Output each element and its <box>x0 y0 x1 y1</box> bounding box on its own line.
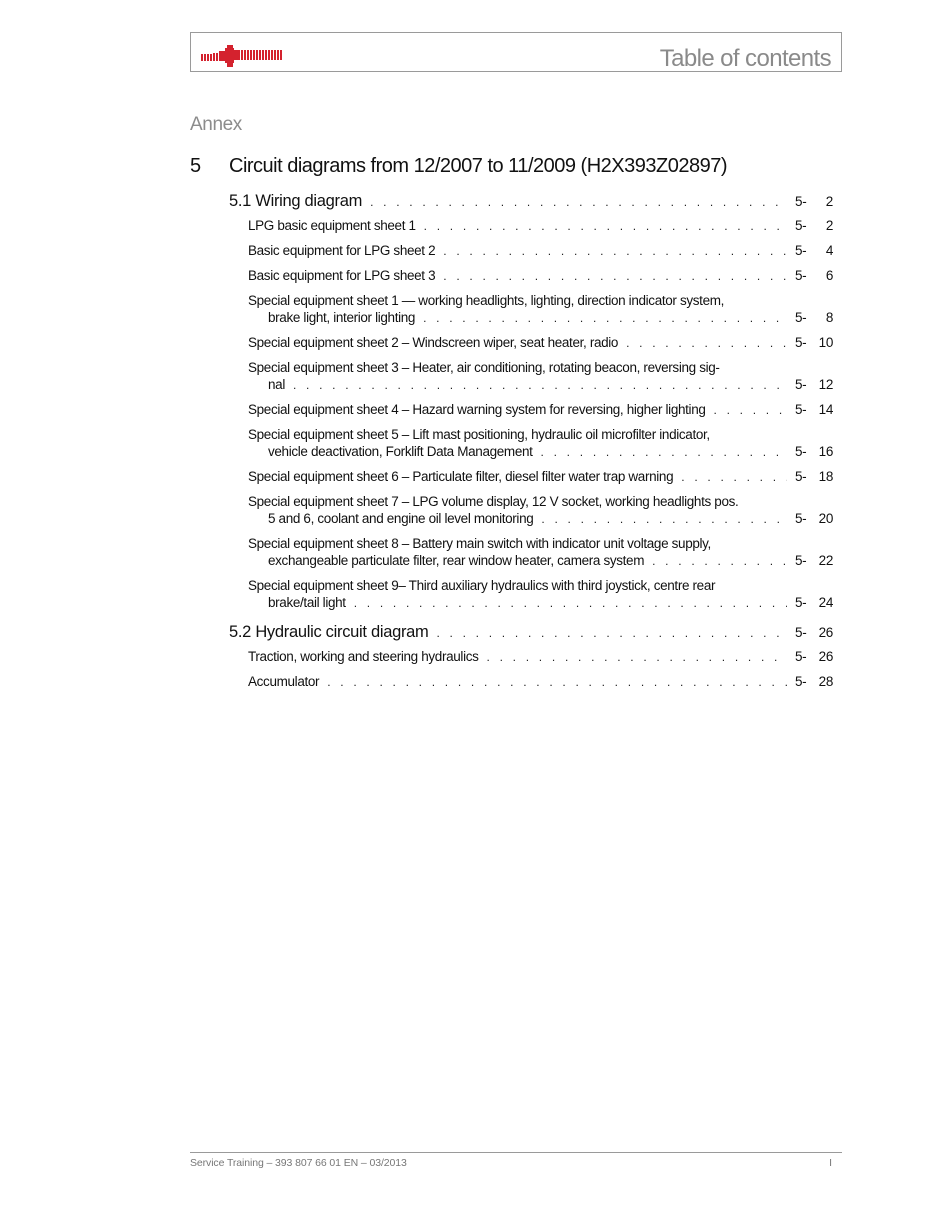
dot-leader <box>423 310 787 327</box>
footer-text: Service Training – 393 807 66 01 EN – 03/2013 <box>190 1157 407 1169</box>
dot-leader <box>487 649 787 666</box>
table-of-contents <box>229 192 833 698</box>
toc-page-number: 2 <box>825 218 833 233</box>
dot-leader <box>370 195 787 209</box>
toc-page-ref <box>787 443 833 460</box>
toc-entry-text[interactable]: vehicle deactivation, Forklift Data Management <box>268 444 533 459</box>
toc-page-number: 10 <box>818 335 833 350</box>
dot-leader <box>443 268 787 285</box>
toc-page-number: 26 <box>818 649 833 664</box>
toc-page-number: 20 <box>818 511 833 526</box>
toc-page-chapter: 5- <box>795 335 807 350</box>
toc-page-chapter: 5- <box>795 674 807 689</box>
toc-entry-text[interactable]: LPG basic equipment sheet 1 <box>248 218 416 233</box>
toc-entry-text[interactable]: Special equipment sheet 8 – Battery main switch with indicator unit voltage supply, <box>248 536 711 551</box>
dot-leader <box>327 674 787 691</box>
dot-leader <box>443 243 787 260</box>
dot-leader <box>626 335 787 352</box>
toc-entry[interactable] <box>248 334 833 352</box>
toc-page-chapter: 5- <box>795 511 807 526</box>
toc-page-chapter: 5- <box>795 595 807 610</box>
toc-section[interactable] <box>229 623 833 642</box>
toc-section-title[interactable]: 5.2 Hydraulic circuit diagram <box>229 623 429 641</box>
toc-page-chapter: 5- <box>795 649 807 664</box>
toc-entry[interactable] <box>248 577 833 612</box>
toc-page-ref <box>787 217 833 234</box>
toc-page-ref <box>787 309 833 326</box>
toc-entry[interactable] <box>248 267 833 285</box>
toc-entry-text[interactable]: brake/tail light <box>268 595 346 610</box>
toc-entry-text[interactable]: Special equipment sheet 5 – Lift mast positioning, hydraulic oil microfilter indicator, <box>248 427 710 442</box>
toc-entry-text[interactable]: nal <box>268 377 285 392</box>
toc-page-chapter: 5- <box>795 469 807 484</box>
chapter-heading <box>190 155 727 178</box>
chapter-number: 5 <box>190 155 201 177</box>
toc-page-number: 26 <box>818 625 833 640</box>
toc-entry-text[interactable]: Basic equipment for LPG sheet 3 <box>248 268 436 283</box>
toc-section-title[interactable]: 5.1 Wiring diagram <box>229 192 363 210</box>
annex-heading: Annex <box>190 114 242 135</box>
toc-entry[interactable] <box>248 673 833 691</box>
toc-entry[interactable] <box>248 359 833 394</box>
toc-entry-text[interactable]: Accumulator <box>248 674 320 689</box>
toc-page-number: 6 <box>825 268 833 283</box>
toc-page-chapter: 5- <box>795 402 807 417</box>
footer-divider <box>190 1152 842 1153</box>
toc-page-chapter: 5- <box>795 553 807 568</box>
toc-entry-text[interactable]: 5 and 6, coolant and engine oil level monitoring <box>268 511 534 526</box>
toc-page-chapter: 5- <box>795 243 807 258</box>
toc-entry-text[interactable]: Special equipment sheet 2 – Windscreen wiper, seat heater, radio <box>248 335 619 350</box>
toc-entry[interactable] <box>248 217 833 235</box>
footer-page-number: I <box>829 1157 832 1169</box>
toc-entry-text[interactable]: exchangeable particulate filter, rear window heater, camera system <box>268 553 645 568</box>
toc-page-ref <box>787 468 833 485</box>
toc-entry-text[interactable]: Special equipment sheet 3 – Heater, air conditioning, rotating beacon, reversing sig- <box>248 360 720 375</box>
toc-page-chapter: 5- <box>795 625 807 640</box>
toc-page-number: 16 <box>818 444 833 459</box>
page-header <box>190 32 842 72</box>
dot-leader <box>541 511 787 528</box>
toc-entry-text[interactable]: Traction, working and steering hydraulics <box>248 649 479 664</box>
dot-leader <box>436 626 787 640</box>
toc-section[interactable] <box>229 192 833 211</box>
toc-page-ref <box>787 376 833 393</box>
toc-entry-text[interactable]: Special equipment sheet 9– Third auxiliary hydraulics with third joystick, centre rear <box>248 578 716 593</box>
toc-page-chapter: 5- <box>795 377 807 392</box>
toc-entry-text[interactable]: Special equipment sheet 7 – LPG volume display, 12 V socket, working headlights pos. <box>248 494 739 509</box>
header-title: Table of contents <box>659 45 831 72</box>
toc-page-ref <box>787 334 833 351</box>
toc-entry[interactable] <box>248 493 833 528</box>
toc-page-ref <box>787 625 833 640</box>
chapter-title: Circuit diagrams from 12/2007 to 11/2009 (H2X393Z02897) <box>229 155 727 177</box>
toc-page-chapter: 5- <box>795 194 807 209</box>
toc-entry[interactable] <box>248 401 833 419</box>
toc-entry[interactable] <box>248 535 833 570</box>
toc-entry-text[interactable]: Basic equipment for LPG sheet 2 <box>248 243 436 258</box>
dot-leader <box>293 377 787 394</box>
toc-page-ref <box>787 510 833 527</box>
toc-page-ref <box>787 242 833 259</box>
toc-entry[interactable] <box>248 292 833 327</box>
toc-page-chapter: 5- <box>795 444 807 459</box>
toc-page-number: 8 <box>825 310 833 325</box>
toc-entry-text[interactable]: Special equipment sheet 4 – Hazard warning system for reversing, higher lighting <box>248 402 706 417</box>
toc-entry[interactable] <box>248 648 833 666</box>
toc-page-chapter: 5- <box>795 268 807 283</box>
toc-page-number: 2 <box>825 194 833 209</box>
brand-logo-icon <box>201 45 283 67</box>
toc-page-number: 24 <box>818 595 833 610</box>
toc-entry[interactable] <box>248 468 833 486</box>
dot-leader <box>354 595 787 612</box>
toc-entry-text[interactable]: Special equipment sheet 6 – Particulate filter, diesel filter water trap warning <box>248 469 674 484</box>
dot-leader <box>424 218 787 235</box>
toc-page-chapter: 5- <box>795 310 807 325</box>
toc-page-ref <box>787 401 833 418</box>
toc-entry[interactable] <box>248 242 833 260</box>
toc-entry[interactable] <box>248 426 833 461</box>
toc-page-number: 28 <box>818 674 833 689</box>
toc-page-number: 4 <box>825 243 833 258</box>
toc-page-ref <box>787 648 833 665</box>
dot-leader <box>541 444 787 461</box>
toc-page-number: 14 <box>818 402 833 417</box>
toc-page-number: 12 <box>818 377 833 392</box>
dot-leader <box>681 469 787 486</box>
toc-page-number: 22 <box>818 553 833 568</box>
toc-page-number: 18 <box>818 469 833 484</box>
toc-entry-text[interactable]: brake light, interior lighting <box>268 310 416 325</box>
dot-leader <box>714 402 787 419</box>
toc-page-ref <box>787 194 833 209</box>
toc-page-ref <box>787 673 833 690</box>
dot-leader <box>652 553 787 570</box>
toc-page-chapter: 5- <box>795 218 807 233</box>
toc-entry-text[interactable]: Special equipment sheet 1 — working headlights, lighting, direction indicator system, <box>248 293 725 308</box>
toc-page-ref <box>787 267 833 284</box>
toc-page-ref <box>787 552 833 569</box>
toc-page-ref <box>787 594 833 611</box>
